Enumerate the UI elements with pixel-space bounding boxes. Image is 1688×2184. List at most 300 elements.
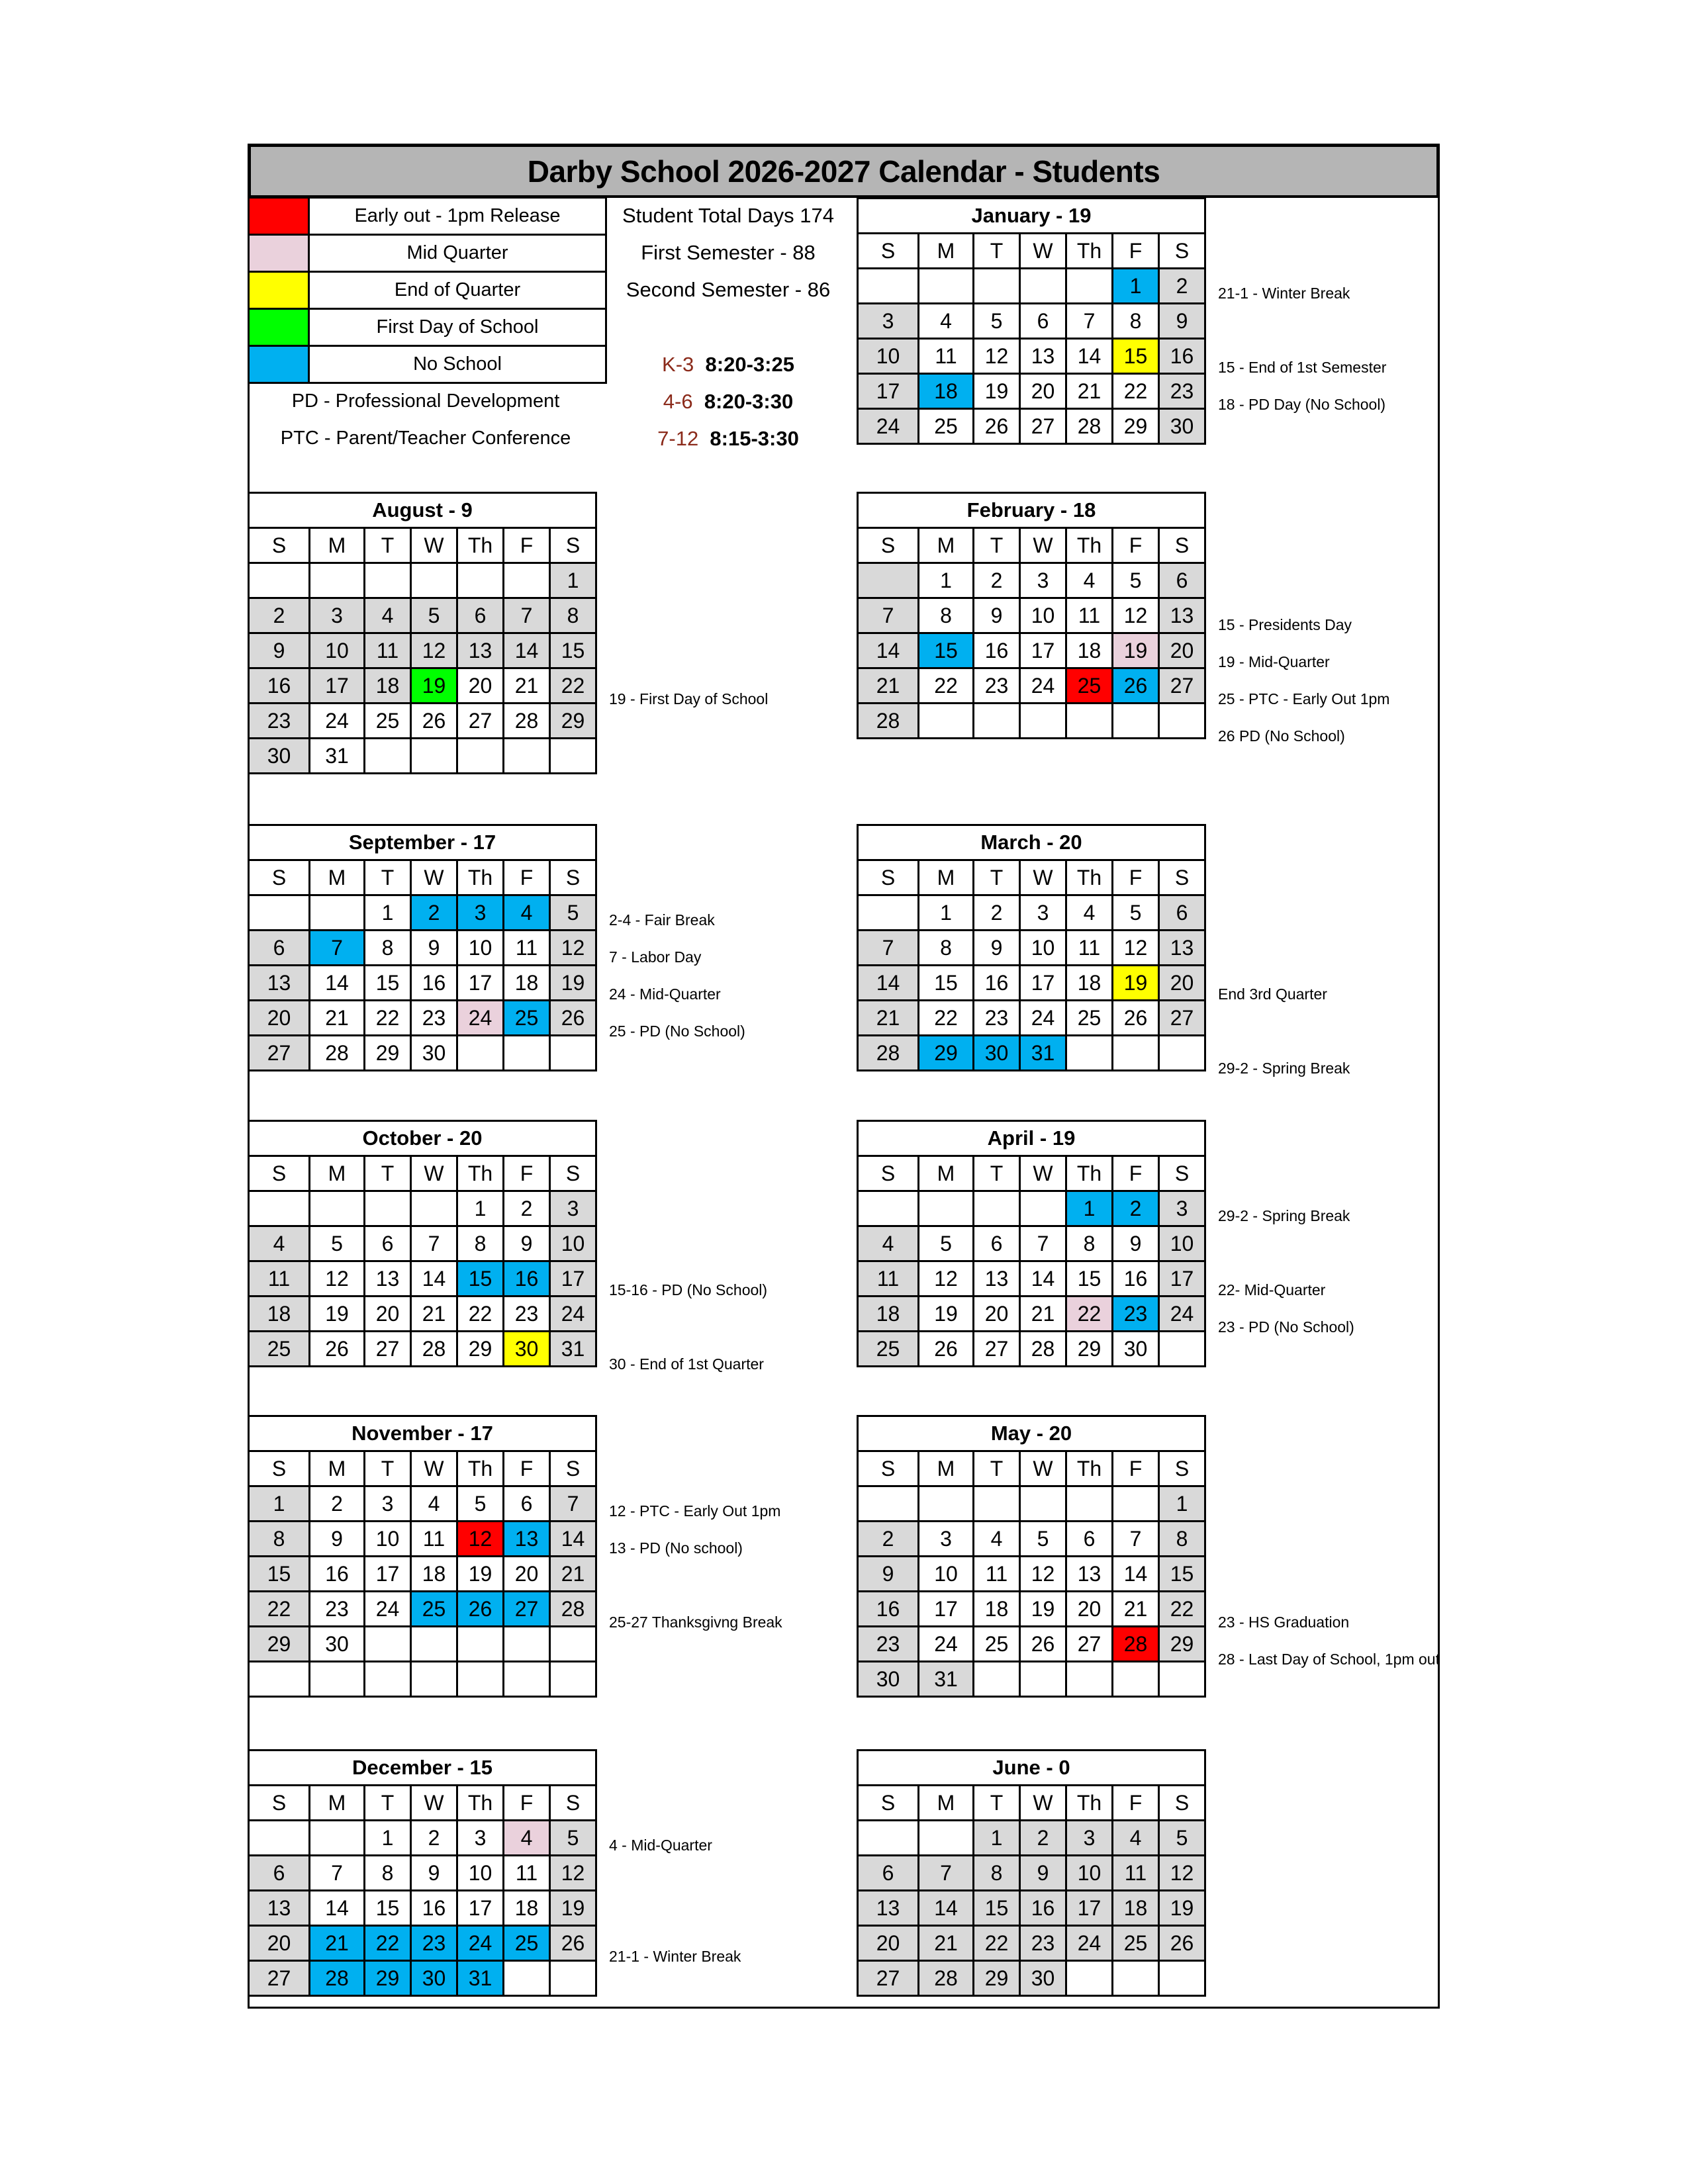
day-cell: 10	[1020, 931, 1066, 966]
day-cell: 22	[1113, 374, 1159, 409]
week-row	[249, 966, 596, 1001]
weekday-header: F	[1113, 528, 1159, 563]
day-cell: 19	[1113, 633, 1159, 668]
weekday-header: F	[1113, 860, 1159, 895]
day-cell: 7	[411, 1226, 457, 1261]
day-cell: 1	[1066, 1191, 1113, 1226]
week-row	[858, 1961, 1205, 1996]
day-cell: 1	[365, 895, 411, 931]
weekday-header: M	[919, 860, 974, 895]
legend-label: End of Quarter	[309, 272, 606, 309]
weekday-header: Th	[1066, 860, 1113, 895]
day-cell: 18	[858, 1297, 919, 1332]
day-cell: 15	[919, 966, 974, 1001]
day-cell: 14	[858, 966, 919, 1001]
day-cell: 30	[974, 1036, 1020, 1071]
day-cell: 12	[974, 339, 1020, 374]
day-cell: 3	[310, 598, 365, 633]
month-february	[857, 492, 1206, 739]
empty-cell	[365, 1627, 411, 1662]
weekday-header: S	[550, 1786, 596, 1821]
day-cell: 26	[457, 1592, 504, 1627]
week-row	[249, 563, 596, 598]
day-cell: 6	[974, 1226, 1020, 1261]
weekday-header: W	[411, 1451, 457, 1486]
empty-cell	[550, 1627, 596, 1662]
empty-cell	[249, 563, 310, 598]
weekday-header: M	[310, 1786, 365, 1821]
empty-cell	[1159, 704, 1205, 739]
week-row	[249, 1226, 596, 1261]
day-cell: 8	[1159, 1522, 1205, 1557]
day-cell: 8	[365, 931, 411, 966]
weekday-header: T	[365, 1786, 411, 1821]
day-cell: 10	[310, 633, 365, 668]
day-cell: 27	[1159, 668, 1205, 704]
day-cell: 15	[365, 966, 411, 1001]
day-cell: 30	[249, 739, 310, 774]
day-cell: 13	[1066, 1557, 1113, 1592]
day-cell: 24	[1159, 1297, 1205, 1332]
empty-cell	[504, 1036, 550, 1071]
day-cell: 9	[504, 1226, 550, 1261]
empty-cell	[457, 1036, 504, 1071]
day-cell: 11	[1066, 598, 1113, 633]
day-cell: 26	[310, 1332, 365, 1367]
grade-label: K-3	[662, 353, 694, 376]
month-december	[248, 1749, 597, 1997]
day-cell: 19	[310, 1297, 365, 1332]
student-total-days: Student Total Days 174	[622, 204, 834, 227]
empty-cell	[974, 1662, 1020, 1697]
day-cell: 21	[858, 1001, 919, 1036]
day-cell: 26	[1159, 1926, 1205, 1961]
day-cell: 12	[411, 633, 457, 668]
day-cell: 14	[1113, 1557, 1159, 1592]
day-cell: 28	[411, 1332, 457, 1367]
day-cell: 8	[919, 598, 974, 633]
weekday-header: F	[1113, 1156, 1159, 1191]
day-cell: 4	[365, 598, 411, 633]
day-cell: 26	[974, 409, 1020, 444]
week-row	[858, 1627, 1205, 1662]
day-cell: 19	[1020, 1592, 1066, 1627]
weekday-header: F	[1113, 1786, 1159, 1821]
weekday-header: S	[858, 1156, 919, 1191]
empty-cell	[457, 563, 504, 598]
day-cell: 23	[411, 1001, 457, 1036]
day-cell: 12	[457, 1522, 504, 1557]
day-cell: 14	[504, 633, 550, 668]
day-cell: 16	[1113, 1261, 1159, 1297]
day-cell: 29	[365, 1961, 411, 1996]
week-row	[858, 1297, 1205, 1332]
day-cell: 23	[974, 668, 1020, 704]
weekday-header: W	[1020, 1451, 1066, 1486]
day-cell: 13	[1159, 931, 1205, 966]
day-cell: 24	[1020, 668, 1066, 704]
month-title: March - 20	[858, 825, 1205, 860]
day-cell: 6	[1020, 304, 1066, 339]
empty-cell	[1066, 269, 1113, 304]
day-cell: 4	[919, 304, 974, 339]
week-row	[858, 704, 1205, 739]
day-cell: 3	[457, 895, 504, 931]
day-cell: 1	[1159, 1486, 1205, 1522]
month-note: 25 - PTC - Early Out 1pm	[1218, 690, 1390, 707]
empty-cell	[411, 1191, 457, 1226]
weekday-header: T	[974, 528, 1020, 563]
day-cell: 2	[858, 1522, 919, 1557]
week-row	[249, 1522, 596, 1557]
weekday-header: S	[550, 528, 596, 563]
day-cell: 14	[858, 633, 919, 668]
day-cell: 16	[1020, 1891, 1066, 1926]
month-january	[857, 197, 1206, 445]
month-note: 13 - PD (No school)	[609, 1539, 743, 1557]
day-cell: 24	[919, 1627, 974, 1662]
day-cell: 27	[858, 1961, 919, 1996]
day-cell: 15	[550, 633, 596, 668]
day-cell: 6	[249, 931, 310, 966]
day-cell: 28	[504, 704, 550, 739]
week-row	[858, 1821, 1205, 1856]
day-cell: 21	[550, 1557, 596, 1592]
day-cell: 2	[504, 1191, 550, 1226]
day-cell: 18	[249, 1297, 310, 1332]
day-cell: 3	[1020, 563, 1066, 598]
day-cell: 15	[974, 1891, 1020, 1926]
day-cell: 28	[310, 1961, 365, 1996]
empty-cell	[411, 739, 457, 774]
week-row	[858, 668, 1205, 704]
weekday-header: F	[1113, 1451, 1159, 1486]
day-cell: 13	[974, 1261, 1020, 1297]
day-cell: 28	[858, 1036, 919, 1071]
day-cell: 26	[1113, 1001, 1159, 1036]
weekday-header: Th	[457, 860, 504, 895]
empty-cell	[858, 895, 919, 931]
weekday-header: Th	[457, 1786, 504, 1821]
month-note: 12 - PTC - Early Out 1pm	[609, 1502, 781, 1520]
day-cell: 8	[457, 1226, 504, 1261]
week-row	[858, 1926, 1205, 1961]
day-cell: 5	[1113, 563, 1159, 598]
month-april	[857, 1120, 1206, 1367]
legend-label: Early out - 1pm Release	[309, 198, 606, 235]
empty-cell	[504, 563, 550, 598]
day-cell: 18	[1066, 966, 1113, 1001]
week-row	[249, 1557, 596, 1592]
day-cell: 22	[919, 668, 974, 704]
weekday-header: S	[1159, 860, 1205, 895]
legend-swatch-green	[249, 309, 309, 346]
day-cell: 23	[310, 1592, 365, 1627]
week-row	[249, 1261, 596, 1297]
empty-cell	[919, 1486, 974, 1522]
day-cell: 30	[310, 1627, 365, 1662]
month-title: April - 19	[858, 1121, 1205, 1156]
empty-cell	[550, 1662, 596, 1697]
day-cell: 2	[249, 598, 310, 633]
week-row	[858, 1226, 1205, 1261]
day-cell: 1	[919, 563, 974, 598]
day-cell: 13	[1159, 598, 1205, 633]
empty-cell	[504, 1961, 550, 1996]
day-cell: 20	[504, 1557, 550, 1592]
empty-cell	[1159, 1961, 1205, 1996]
day-cell: 6	[365, 1226, 411, 1261]
legend-row-early-out	[249, 198, 606, 235]
day-cell: 28	[310, 1036, 365, 1071]
day-cell: 24	[310, 704, 365, 739]
day-cell: 13	[1020, 339, 1066, 374]
day-cell: 11	[504, 931, 550, 966]
month-title: May - 20	[858, 1416, 1205, 1451]
day-cell: 27	[974, 1332, 1020, 1367]
day-cell: 1	[249, 1486, 310, 1522]
day-cell: 17	[858, 374, 919, 409]
week-row	[249, 1486, 596, 1522]
month-title: December - 15	[249, 1751, 596, 1786]
day-cell: 24	[457, 1926, 504, 1961]
empty-cell	[550, 1961, 596, 1996]
weekday-header: F	[504, 528, 550, 563]
day-cell: 18	[1113, 1891, 1159, 1926]
weekday-header: S	[858, 528, 919, 563]
week-row	[858, 1557, 1205, 1592]
day-cell: 2	[310, 1486, 365, 1522]
empty-cell	[1113, 1961, 1159, 1996]
day-cell: 18	[1066, 633, 1113, 668]
day-cell: 31	[550, 1332, 596, 1367]
day-cell: 11	[974, 1557, 1020, 1592]
day-cell: 6	[1159, 563, 1205, 598]
day-cell: 10	[1159, 1226, 1205, 1261]
weekday-header: S	[249, 1786, 310, 1821]
weekday-header: T	[365, 528, 411, 563]
empty-cell	[365, 1662, 411, 1697]
day-cell: 23	[1159, 374, 1205, 409]
day-cell: 11	[1066, 931, 1113, 966]
month-note: 22- Mid-Quarter	[1218, 1281, 1326, 1298]
empty-cell	[919, 1821, 974, 1856]
month-note: 7 - Labor Day	[609, 948, 702, 966]
weekday-header: S	[249, 1156, 310, 1191]
day-cell: 1	[974, 1821, 1020, 1856]
day-cell: 2	[1113, 1191, 1159, 1226]
day-cell: 10	[365, 1522, 411, 1557]
week-row	[249, 1297, 596, 1332]
legend-row-mid-quarter	[249, 235, 606, 272]
empty-cell	[1066, 704, 1113, 739]
day-cell: 18	[974, 1592, 1020, 1627]
weekday-header: M	[919, 1156, 974, 1191]
day-cell: 7	[310, 931, 365, 966]
weekday-header: Th	[1066, 1156, 1113, 1191]
empty-cell	[310, 1821, 365, 1856]
day-cell: 4	[1066, 895, 1113, 931]
day-cell: 12	[550, 931, 596, 966]
day-cell: 1	[457, 1191, 504, 1226]
weekday-header: S	[1159, 1156, 1205, 1191]
day-cell: 13	[504, 1522, 550, 1557]
day-cell: 17	[457, 966, 504, 1001]
day-cell: 8	[919, 931, 974, 966]
weekday-header: W	[1020, 1156, 1066, 1191]
day-cell: 19	[411, 668, 457, 704]
week-row	[858, 339, 1205, 374]
day-cell: 5	[1159, 1821, 1205, 1856]
day-cell: 14	[310, 1891, 365, 1926]
day-cell: 18	[411, 1557, 457, 1592]
day-cell: 12	[1113, 931, 1159, 966]
weekday-header: Th	[1066, 1786, 1113, 1821]
day-cell: 27	[249, 1961, 310, 1996]
day-cell: 2	[411, 1821, 457, 1856]
day-cell: 15	[1113, 339, 1159, 374]
day-cell: 17	[310, 668, 365, 704]
week-row	[249, 1036, 596, 1071]
day-cell: 25	[1066, 1001, 1113, 1036]
day-cell: 9	[1020, 1856, 1066, 1891]
day-cell: 21	[1113, 1592, 1159, 1627]
day-cell: 8	[249, 1522, 310, 1557]
weekday-header: W	[411, 860, 457, 895]
day-cell: 24	[457, 1001, 504, 1036]
week-row	[249, 1856, 596, 1891]
day-cell: 24	[550, 1297, 596, 1332]
weekday-header: T	[974, 1451, 1020, 1486]
schedule-k3	[602, 353, 854, 377]
day-cell: 11	[249, 1261, 310, 1297]
weekday-header: Th	[1066, 528, 1113, 563]
day-cell: 8	[1066, 1226, 1113, 1261]
empty-cell	[504, 1627, 550, 1662]
week-row	[858, 1036, 1205, 1071]
day-cell: 18	[365, 668, 411, 704]
day-cell: 11	[919, 339, 974, 374]
day-cell: 11	[504, 1856, 550, 1891]
weekday-header: S	[1159, 234, 1205, 269]
week-row	[249, 895, 596, 931]
day-cell: 3	[919, 1522, 974, 1557]
weekday-header: W	[1020, 1786, 1066, 1821]
day-cell: 9	[974, 931, 1020, 966]
week-row	[858, 563, 1205, 598]
month-note: 29-2 - Spring Break	[1218, 1207, 1350, 1224]
month-note: 23 - PD (No School)	[1218, 1318, 1354, 1336]
day-cell: 20	[457, 668, 504, 704]
day-cell: 24	[1020, 1001, 1066, 1036]
month-title: August - 9	[249, 493, 596, 528]
schedule-4-6	[602, 390, 854, 414]
empty-cell	[457, 1627, 504, 1662]
legend-table	[248, 197, 607, 384]
weekday-header: M	[919, 528, 974, 563]
weekday-header: Th	[1066, 1451, 1113, 1486]
weekday-header: S	[550, 1451, 596, 1486]
weekday-header: Th	[457, 1156, 504, 1191]
weekday-header: M	[310, 860, 365, 895]
empty-cell	[1020, 1662, 1066, 1697]
legend-swatch-pink	[249, 235, 309, 272]
day-cell: 25	[1066, 668, 1113, 704]
day-cell: 21	[1066, 374, 1113, 409]
weekday-header: W	[1020, 234, 1066, 269]
day-cell: 24	[1066, 1926, 1113, 1961]
day-cell: 7	[310, 1856, 365, 1891]
empty-cell	[249, 1821, 310, 1856]
weekday-header: M	[310, 528, 365, 563]
week-row	[249, 1662, 596, 1697]
day-cell: 15	[365, 1891, 411, 1926]
month-note: 15 - Presidents Day	[1218, 616, 1352, 633]
weekday-header: W	[411, 528, 457, 563]
day-cell: 10	[550, 1226, 596, 1261]
day-cell: 23	[1020, 1926, 1066, 1961]
week-row	[858, 1891, 1205, 1926]
day-cell: 11	[1113, 1856, 1159, 1891]
day-cell: 5	[550, 895, 596, 931]
day-cell: 16	[504, 1261, 550, 1297]
grade-time: 8:20-3:30	[704, 390, 794, 413]
day-cell: 12	[1113, 598, 1159, 633]
weekday-header: Th	[457, 528, 504, 563]
day-cell: 2	[411, 895, 457, 931]
day-cell: 1	[550, 563, 596, 598]
week-row	[249, 598, 596, 633]
day-cell: 20	[974, 1297, 1020, 1332]
month-note: 15-16 - PD (No School)	[609, 1281, 768, 1298]
month-note: 25 - PD (No School)	[609, 1023, 745, 1040]
day-cell: 18	[504, 1891, 550, 1926]
month-june	[857, 1749, 1206, 1997]
empty-cell	[1020, 1486, 1066, 1522]
day-cell: 28	[1113, 1627, 1159, 1662]
day-cell: 12	[919, 1261, 974, 1297]
day-cell: 3	[858, 304, 919, 339]
day-cell: 17	[457, 1891, 504, 1926]
day-cell: 23	[974, 1001, 1020, 1036]
week-row	[858, 409, 1205, 444]
first-semester-days: First Semester - 88	[641, 241, 816, 264]
month-note: 19 - Mid-Quarter	[1218, 653, 1330, 670]
day-cell: 30	[1020, 1961, 1066, 1996]
day-cell: 3	[550, 1191, 596, 1226]
empty-cell	[919, 1191, 974, 1226]
day-cell: 12	[550, 1856, 596, 1891]
day-cell: 1	[919, 895, 974, 931]
day-cell: 25	[974, 1627, 1020, 1662]
day-cell: 25	[249, 1332, 310, 1367]
day-cell: 16	[249, 668, 310, 704]
day-cell: 26	[919, 1332, 974, 1367]
weekday-header: T	[365, 1451, 411, 1486]
weekday-header: S	[249, 528, 310, 563]
day-cell: 29	[1159, 1627, 1205, 1662]
month-august	[248, 492, 597, 774]
day-cell: 10	[457, 931, 504, 966]
day-cell: 24	[365, 1592, 411, 1627]
day-cell: 30	[858, 1662, 919, 1697]
week-row	[249, 704, 596, 739]
day-cell: 29	[365, 1036, 411, 1071]
weekday-header: W	[1020, 528, 1066, 563]
day-cell: 8	[1113, 304, 1159, 339]
month-title: October - 20	[249, 1121, 596, 1156]
day-cell: 21	[310, 1926, 365, 1961]
